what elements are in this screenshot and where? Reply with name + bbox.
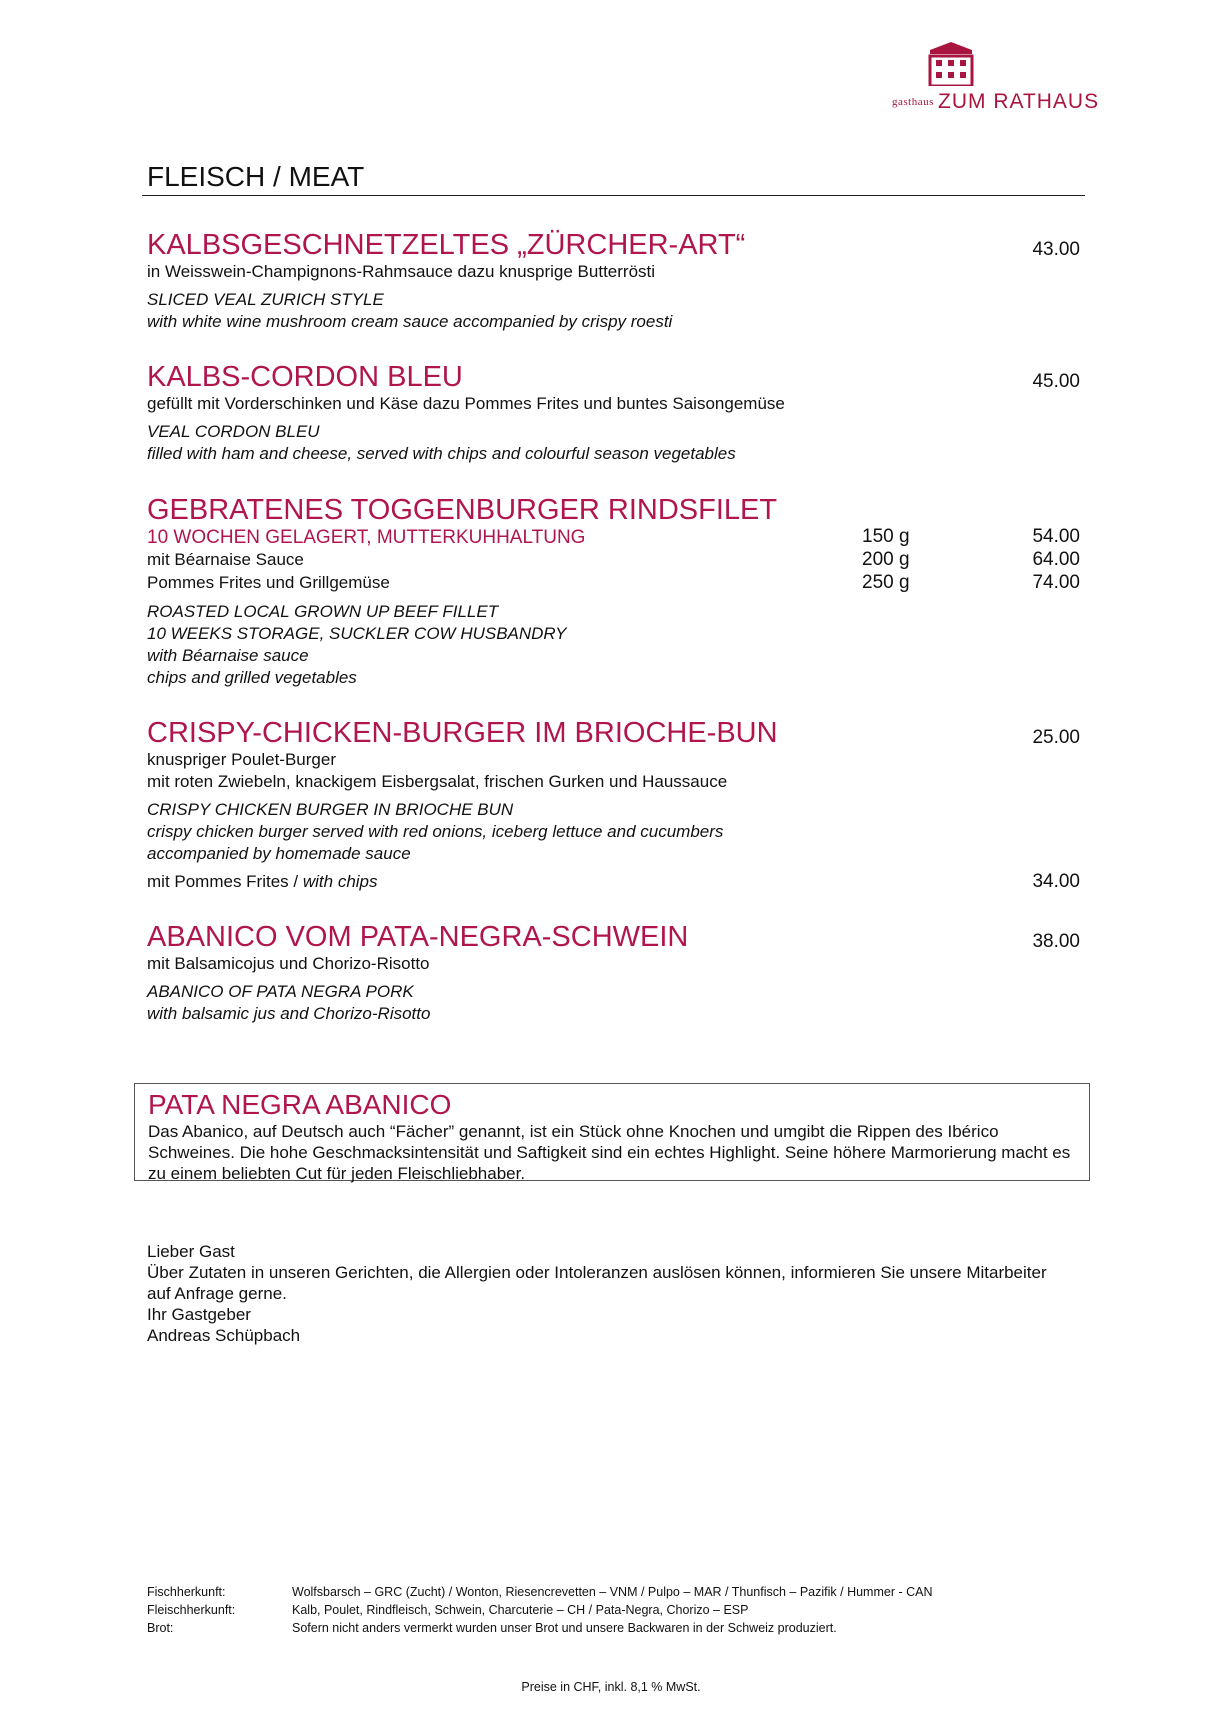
info-box [134,1083,1090,1181]
portion-weight: 150 g [862,526,910,547]
brand-logo [892,42,1100,122]
origin-info [147,1583,933,1637]
dish-chicken-burger [147,717,1080,894]
dish-title-en: CRISPY CHICKEN BURGER IN BRIOCHE BUN [147,800,514,819]
price-footer: Preise in CHF, inkl. 8,1 % MwSt. [521,1680,701,1694]
dish-title-en: ROASTED LOCAL GROWN UP BEEF FILLET [147,602,499,621]
option-label-de: mit Pommes Frites / [147,872,303,891]
origin-meat: Kalb, Poulet, Rindfleisch, Schwein, Charcuterie – CH / Pata-Negra, Chorizo – ESP [292,1603,749,1617]
portion-weight: 250 g [862,572,910,593]
note-host-name: Andreas Schüpbach [147,1326,301,1345]
section-title: FLEISCH / MEAT [147,161,365,192]
dish-price: 45.00 [1032,371,1080,392]
dish-description-en: crispy chicken burger served with red onions, iceberg lettuce and cucumbers [147,822,724,841]
brand-small-text: gasthaus [892,96,934,108]
dish-title: KALBS-CORDON BLEU [147,361,463,393]
dish-description-de: mit Balsamicojus und Chorizo-Risotto [147,954,430,973]
dish-description-de: knuspriger Poulet-Burger [147,750,336,769]
portion-price: 54.00 [1032,526,1080,547]
dish-cordon-bleu [147,361,1080,465]
dish-option-row [147,871,1080,894]
dish-description-en: chips and grilled vegetables [147,668,357,687]
dish-title: GEBRATENES TOGGENBURGER RINDSFILET [147,494,778,526]
dish-title: CRISPY-CHICKEN-BURGER IM BRIOCHE-BUN [147,717,778,749]
note-signoff: Ihr Gastgeber [147,1305,251,1324]
dish-veal-zurich [147,229,1080,333]
portion-price: 64.00 [1032,549,1080,570]
dish-description-de: in Weisswein-Champignons-Rahmsauce dazu knusprige Butterrösti [147,262,656,281]
guest-note [147,1241,1067,1346]
dish-description-en: with Béarnaise sauce [147,646,309,665]
note-greeting: Lieber Gast [147,1242,235,1261]
dish-title-en: SLICED VEAL ZURICH STYLE [147,290,384,309]
dish-price: 25.00 [1032,727,1080,748]
dish-description-en: filled with ham and cheese, served with chips and colourful season vegetables [147,444,736,463]
note-allergy-text: Über Zutaten in unseren Gerichten, die Allergien oder Intoleranzen auslösen können, informieren Sie unsere Mitarbeiter auf Anfrage gerne. [147,1263,1047,1303]
portion-price: 74.00 [1032,572,1080,593]
dish-description-en: accompanied by homemade sauce [147,844,411,863]
dish-title-en: ABANICO OF PATA NEGRA PORK [147,982,414,1001]
origin-bread: Sofern nicht anders vermerkt wurden unser Brot und unsere Backwaren in der Schweiz produziert. [292,1621,837,1635]
origin-label: Fleischherkunft: [147,1603,236,1617]
dish-price: 38.00 [1032,931,1080,952]
dish-pata-negra [147,921,1080,1025]
brand-name: ZUM RATHAUS [938,90,1100,113]
dish-description-en: with balsamic jus and Chorizo-Risotto [147,1004,431,1023]
dish-description-en: with white wine mushroom cream sauce accompanied by crispy roesti [147,312,673,331]
info-title: PATA NEGRA ABANICO [148,1089,452,1120]
dish-title: KALBSGESCHNETZELTES „ZÜRCHER-ART“ [147,229,746,261]
dish-price: 43.00 [1032,239,1080,260]
dish-description-de: mit Béarnaise Sauce [147,550,304,569]
dish-subtitle: 10 WOCHEN GELAGERT, MUTTERKUHHALTUNG [147,527,586,548]
dish-title-en: VEAL CORDON BLEU [147,422,320,441]
info-text: Das Abanico, auf Deutsch auch “Fächer” genannt, ist ein Stück ohne Knochen und umgibt die Rippen des Ibérico Schweines. Die hohe Geschmacksintensität und Saftigkeit sind ein echtes Highlight. Seine höhere Marmorierung macht es zu einem beliebten Cut für jeden Fleischliebhaber. [148,1122,1071,1183]
option-label-en: with chips [302,872,378,891]
building-icon [926,42,976,86]
section-divider [142,195,1085,196]
dish-subtitle-en: 10 WEEKS STORAGE, SUCKLER COW HUSBANDRY [147,624,567,643]
dish-description-de: gefüllt mit Vorderschinken und Käse dazu Pommes Frites und buntes Saisongemüse [147,394,785,413]
portion-weight: 200 g [862,549,910,570]
origin-fish: Wolfsbarsch – GRC (Zucht) / Wonton, Riesencrevetten – VNM / Pulpo – MAR / Thunfisch – Pazifik / Hummer - CAN [292,1585,933,1599]
dish-description-de: mit roten Zwiebeln, knackigem Eisbergsalat, frischen Gurken und Haussauce [147,772,728,791]
dish-description-de: Pommes Frites und Grillgemüse [147,573,390,592]
origin-label: Brot: [147,1621,174,1635]
dish-beef-fillet [147,494,1080,689]
dish-title: ABANICO VOM PATA-NEGRA-SCHWEIN [147,921,689,953]
option-price: 34.00 [1032,871,1080,892]
origin-label: Fischherkunft: [147,1585,226,1599]
